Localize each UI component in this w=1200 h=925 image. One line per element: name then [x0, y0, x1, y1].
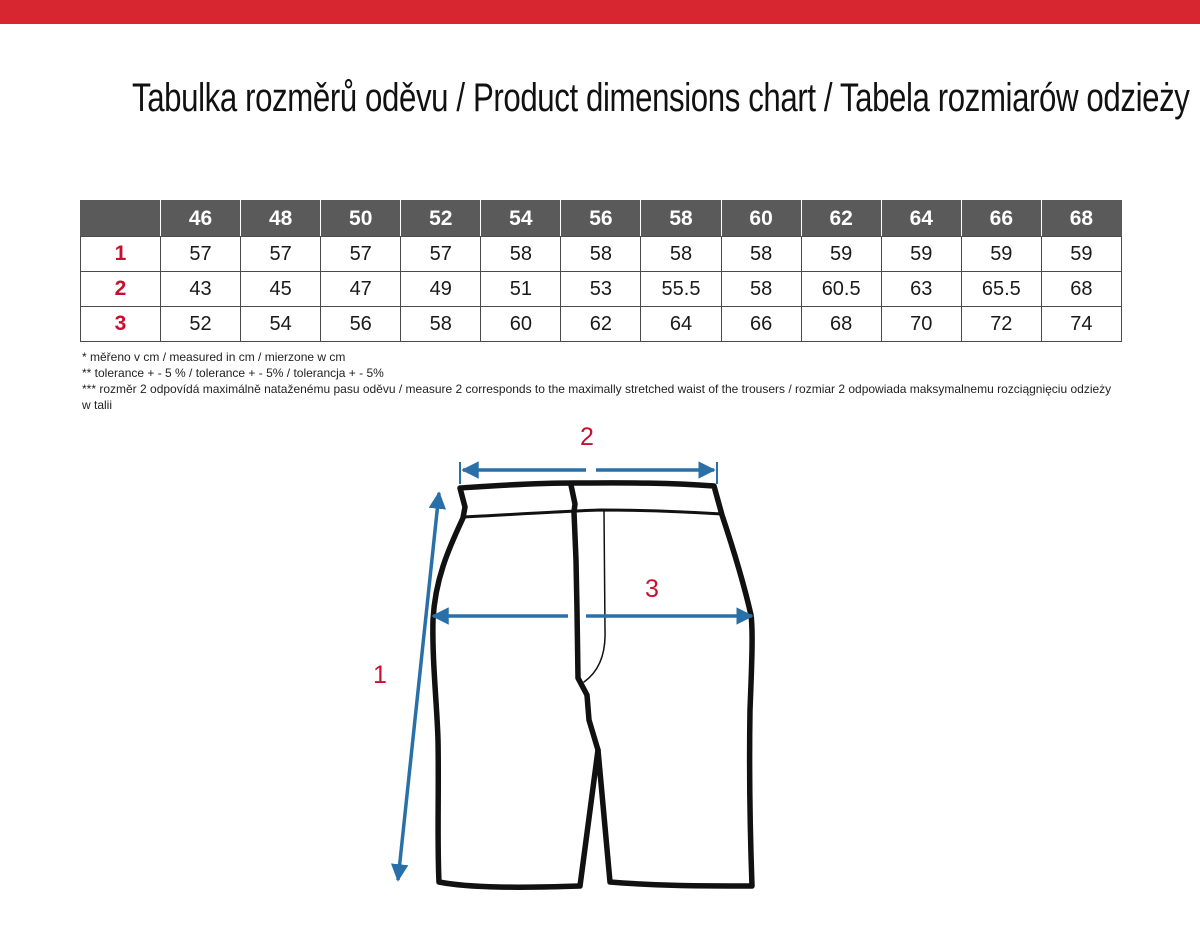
size-header-cell: 64 — [881, 201, 961, 237]
table-row — [81, 307, 1122, 342]
table-row — [81, 272, 1122, 307]
measure-label-length: 1 — [373, 661, 387, 689]
table-cell: 74 — [1041, 307, 1121, 342]
table-row — [81, 237, 1122, 272]
table-cell: 57 — [401, 237, 481, 272]
table-cell: 63 — [881, 272, 961, 307]
shorts-measurement-diagram — [360, 410, 800, 900]
table-cell: 59 — [1041, 237, 1121, 272]
top-accent-bar — [0, 0, 1200, 24]
table-cell: 59 — [801, 237, 881, 272]
table-cell: 57 — [161, 237, 241, 272]
table-cell: 70 — [881, 307, 961, 342]
size-header-cell: 56 — [561, 201, 641, 237]
size-header-row — [81, 201, 1122, 237]
row-label: 2 — [81, 272, 161, 307]
table-cell: 54 — [241, 307, 321, 342]
table-cell: 60 — [481, 307, 561, 342]
measure-label-waist: 2 — [580, 423, 594, 451]
page-title: Tabulka rozměrů oděvu / Product dimensions chart / Tabela rozmiarów odzieży — [132, 76, 1190, 120]
table-cell: 58 — [401, 307, 481, 342]
note-tolerance: ** tolerance + - 5 % / tolerance + - 5% / tolerancja + - 5% — [82, 366, 384, 380]
table-cell: 57 — [321, 237, 401, 272]
table-cell: 65.5 — [961, 272, 1041, 307]
size-header-cell: 50 — [321, 201, 401, 237]
table-cell: 49 — [401, 272, 481, 307]
size-header-cell: 62 — [801, 201, 881, 237]
row-label: 3 — [81, 307, 161, 342]
measure-label-hip: 3 — [645, 575, 659, 603]
size-header-cell: 58 — [641, 201, 721, 237]
table-cell: 59 — [961, 237, 1041, 272]
table-cell: 58 — [561, 237, 641, 272]
table-cell: 72 — [961, 307, 1041, 342]
table-cell: 47 — [321, 272, 401, 307]
table-cell: 51 — [481, 272, 561, 307]
table-cell: 45 — [241, 272, 321, 307]
table-cell: 58 — [481, 237, 561, 272]
table-cell: 53 — [561, 272, 641, 307]
size-header-cell: 54 — [481, 201, 561, 237]
note-units: * měřeno v cm / measured in cm / mierzone w cm — [82, 350, 346, 364]
table-cell: 68 — [1041, 272, 1121, 307]
note-waist: *** rozměr 2 odpovídá maximálně nataženému pasu oděvu / measure 2 corresponds to the maximally stretched waist of the trousers / rozmiar 2 odpowiada maksymalnemu rozciągnięciu odzieży w talii — [82, 382, 1112, 412]
table-cell: 62 — [561, 307, 641, 342]
measurement-notes — [82, 349, 1122, 413]
header-corner-cell — [81, 201, 161, 237]
size-header-cell: 52 — [401, 201, 481, 237]
table-cell: 64 — [641, 307, 721, 342]
size-header-cell: 68 — [1041, 201, 1121, 237]
size-table — [80, 200, 1122, 342]
table-cell: 58 — [721, 237, 801, 272]
size-header-cell: 66 — [961, 201, 1041, 237]
table-cell: 58 — [641, 237, 721, 272]
table-cell: 57 — [241, 237, 321, 272]
size-header-cell: 60 — [721, 201, 801, 237]
table-cell: 60.5 — [801, 272, 881, 307]
table-cell: 68 — [801, 307, 881, 342]
row-label: 1 — [81, 237, 161, 272]
size-header-cell: 48 — [241, 201, 321, 237]
table-cell: 43 — [161, 272, 241, 307]
table-cell: 59 — [881, 237, 961, 272]
table-cell: 66 — [721, 307, 801, 342]
table-cell: 55.5 — [641, 272, 721, 307]
table-cell: 52 — [161, 307, 241, 342]
shorts-outline-icon — [433, 483, 752, 887]
table-cell: 58 — [721, 272, 801, 307]
size-header-cell: 46 — [161, 201, 241, 237]
table-cell: 56 — [321, 307, 401, 342]
